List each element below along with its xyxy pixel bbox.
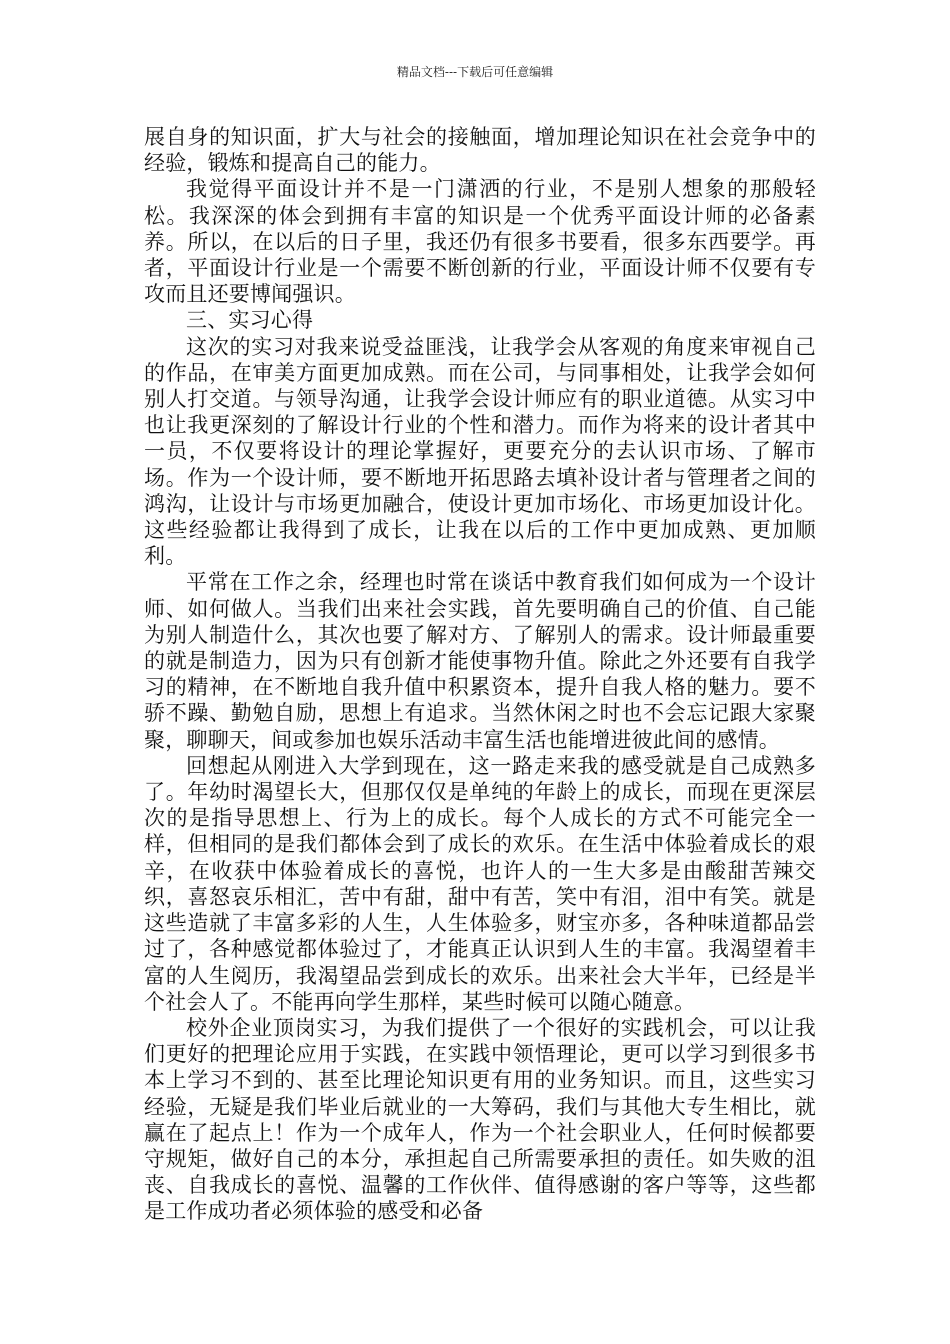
document-body [144,124,816,1225]
paragraph-design-profession: 我觉得平面设计并不是一门潇洒的行业，不是别人想象的那般轻松。我深深的体会到拥有丰富的知识是一个优秀平面设计师的必备素养。所以，在以后的日子里，我还仍有很多书要看，很多东西要学。再者，平面设计行业是一个需要不断创新的行业，平面设计师不仅要有专攻而且还要博闻强识。 [144,177,816,307]
paragraph-offsite-internship: 校外企业顶岗实习，为我们提供了一个很好的实践机会，可以让我们更好的把理论应用于实践，在实践中领悟理论，更可以学习到很多书本上学习不到的、甚至比理论知识更有用的业务知识。而且，这些实习经验，无疑是我们毕业后就业的一大筹码，我们与其他大专生相比，就赢在了起点上！作为一个成年人，作为一个社会职业人，任何时候都要守规矩，做好自己的本分，承担起自己所需要承担的责任。如失败的沮丧、自我成长的喜悦、温馨的工作伙伴、值得感谢的客户等等，这些都是工作成功者必须体验的感受和必备 [144,1015,816,1224]
section-heading-internship-reflection: 三、实习心得 [186,308,314,333]
paragraph-internship-benefits: 这次的实习对我来说受益匪浅，让我学会从客观的角度来审视自己的作品，在审美方面更加成熟。而在公司，与同事相处，让我学会如何别人打交道。与领导沟通，让我学会设计师应有的职业道德。从实习中也让我更深刻的了解设计行业的个性和潜力。而作为将来的设计者其中一员，不仅要将设计的理论掌握好，更要充分的去认识市场、了解市场。作为一个设计师，要不断地开拓思路去填补设计者与管理者之间的鸿沟，让设计与市场更加融合，使设计更加市场化、市场更加设计化。这些经验都让我得到了成长，让我在以后的工作中更加成熟、更加顺利。 [144,334,816,569]
page-header: 精品文档---下载后可任意编辑 [396,65,554,79]
paragraph-continuation: 展自身的知识面，扩大与社会的接触面，增加理论知识在社会竞争中的经验，锻炼和提高自己的能力。 [144,125,816,176]
paragraph-manager-guidance: 平常在工作之余，经理也时常在谈话中教育我们如何成为一个设计师、如何做人。当我们出来社会实践，首先要明确自己的价值、自己能为别人制造什么，其次也要了解对方、了解别人的需求。设计师最重要的就是制造力，因为只有创新才能使事物升值。除此之外还要有自我学习的精神，在不断地自我升值中积累资本，提升自我人格的魅力。要不骄不躁、勤勉自励，思想上有追求。当然休闲之时也不会忘记跟大家聚聚，聊聊天，间或参加也娱乐活动丰富生活也能增进彼此间的感情。 [144,570,816,752]
paragraph-growing-up: 回想起从刚进入大学到现在，这一路走来我的感受就是自己成熟多了。年幼时渴望长大，但那仅仅是单纯的年龄上的成长，而现在更深层次的是指导思想上、行为上的成长。每个人成长的方式不可能完全一样，但相同的是我们都体会到了成长的欢乐。在生活中体验着成长的艰辛，在收获中体验着成长的喜悦，也许人的一生大多是由酸甜苦辣交织，喜怒哀乐相汇，苦中有甜，甜中有苦，笑中有泪，泪中有笑。就是这些造就了丰富多彩的人生，人生体验多，财宝亦多，各种味道都品尝过了，各种感觉都体验过了，才能真正认识到人生的丰富。我渴望着丰富的人生阅历，我渴望品尝到成长的欢乐。出来社会大半年，已经是半个社会人了。不能再向学生那样，某些时候可以随心随意。 [144,753,816,1014]
